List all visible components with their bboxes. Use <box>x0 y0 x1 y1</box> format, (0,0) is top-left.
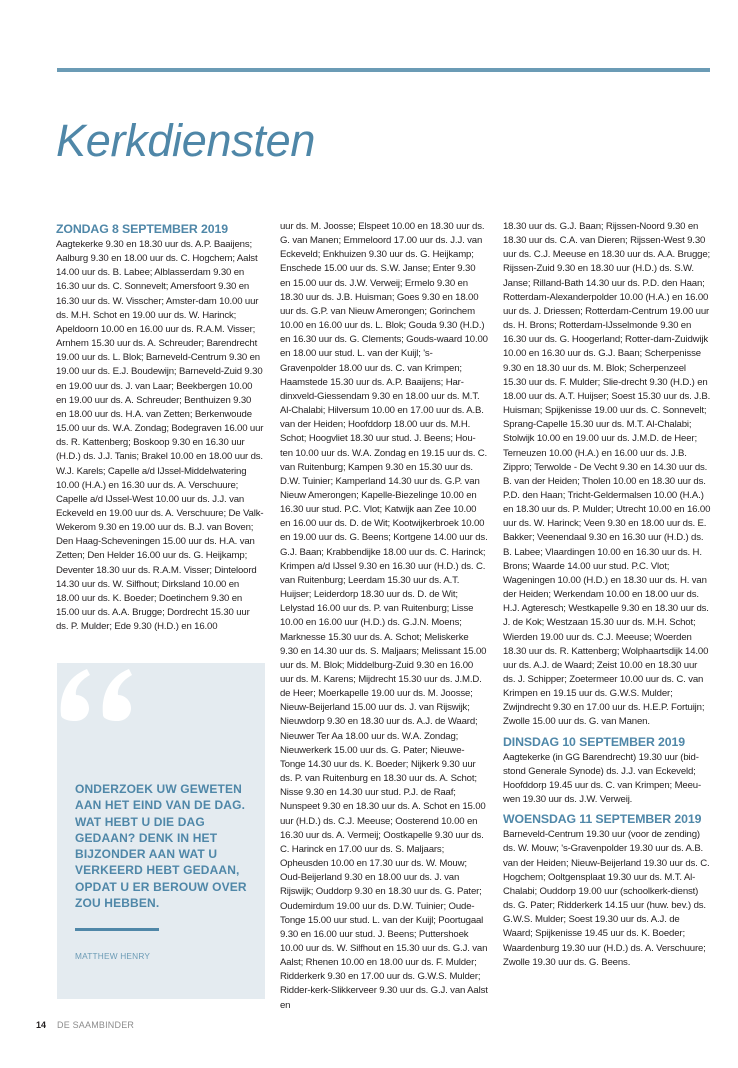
wednesday-services-text: Barneveld-Centrum 19.30 uur (voor de zending) ds. W. Mouw; 's-Gravenpolder 19.30 uur ds. A.B. van der Heiden; Nieuw-Beijerland 19.30 uur ds. C. Hogchem; Ooltgensplaat 19.30 uur ds. M.T. Al-Chalabi; Ouddorp 19.00 uur (schoolkerk-dienst) ds. G. Pater; Ridderkerk 14.15 uur (huw. bev.) ds. G.W.S. Mulder; Soest 19.30 uur ds. A.J. de Waard; Spijkenisse 19.45 uur ds. K. Boeder; Waardenburg 19.30 uur (H.D.) ds. A. Verschuure; Zwolle 19.30 uur ds. G. Beens. <box>503 829 710 968</box>
quotation-mark-icon <box>57 665 139 721</box>
top-divider <box>57 68 710 72</box>
column-1 <box>56 221 264 634</box>
quote-text: ONDERZOEK UW GEWETEN AAN HET EIND VAN DE DAG. WAT HEBT U DIE DAG GEDAAN? DENK IN HET BIJZONDER AAN WAT U VERKEERD HEBT GEDAAN, OPDAT U ER BEROUW OVER ZOU HEBBEN. <box>75 782 247 911</box>
column-2 <box>280 220 488 1013</box>
sunday-services-end: 18.30 uur ds. G.J. Baan; Rijssen-Noord 9.30 en 18.30 uur ds. C.A. van Dieren; Rijssen-West 9.30 uur ds. C.J. Meeuse en 18.30 uur ds. A.A. Brugge; Rijssen-Zuid 9.30 en 18.30 uur (H.D.) ds. S.W. Janse; Rilland-Bath 14.30 uur ds. P.D. den Haan; Rotterdam-Alexanderpolder 10.00 (H.A.) en 16.00 uur ds. J. Driessen; Rotterdam-Centrum 19.00 uur ds. H. Brons; Rotterdam-IJsselmonde 9.30 en 16.30 uur ds. G. Hoogerland; Rotter-dam-Zuidwijk 10.00 en 16.30 uur ds. G.J. Baan; Scherpenisse 9.30 en 18.30 uur ds. M. Blok; Scherpenzeel 15.30 uur ds. F. Mulder; Slie-drecht 9.30 (H.D.) en 18.00 uur ds. A.T. Huijser; Soest 15.30 uur ds. J.B. Huisman; Spijkenisse 19.00 uur ds. C. Sonnevelt; Sprang-Capelle 15.30 uur ds. M.T. Al-Chalabi; Stolwijk 10.00 en 19.00 uur ds. J.M.D. de Heer; Terneuzen 10.00 (H.A.) en 16.00 uur ds. J.B. Zippro; Terwolde - De Vecht 9.30 en 14.30 uur ds. B. van der Heiden; Tholen 10.00 en 18.30 uur ds. P.D. den Haan; Tricht-Geldermalsen 10.00 (H.A.) en 18.30 uur ds. P. Mulder; Utrecht 10.00 en 16.00 uur ds. W. Harinck; Veen 9.30 en 18.00 uur ds. E. Bakker; Veenendaal 9.30 en 16.30 uur (H.D.) ds. B. Labee; Vlaardingen 10.00 en 16.30 uur ds. H. Brons; Waarde 14.00 uur stud. P.C. Vlot; Wageningen 10.00 (H.D.) en 18.30 uur ds. H. van der Heiden; Werkendam 10.00 en 18.00 uur ds. H.J. Agteresch; Westkapelle 9.30 en 18.30 uur ds. J. de Kok; Westzaan 15.30 uur ds. M.H. Schot; Wierden 19.00 uur ds. C.J. Meeuse; Woerden 18.30 uur ds. R. Kattenberg; Wolphaartsdijk 14.00 uur ds. A.J. de Waard; Zeist 10.00 en 18.30 uur ds. J. Schipper; Zoetermeer 10.00 uur ds. C. van Krimpen en 19.15 uur ds. G.W.S. Mulder; Zwijndrecht 9.30 en 17.00 uur ds. H.E.P. Fortuijn; Zwolle 15.00 uur ds. G. van Manen. <box>503 221 711 728</box>
column-3 <box>503 220 711 970</box>
sunday-services-text: Aagtekerke 9.30 en 18.30 uur ds. A.P. Baaijens; Aalburg 9.30 en 18.00 uur ds. C. Hogchem; Aalst 14.00 uur ds. B. Labee; Alblasserdam 9.30 en 16.30 uur ds. C. Sonnevelt; Amersfoort 9.30 en 16.30 uur ds. W. Visscher; Amster-dam 10.00 uur ds. M.H. Schot en 19.00 uur ds. W. Harinck; Apeldoorn 10.00 en 16.00 uur ds. R.A.M. Visser; Arnhem 15.30 uur ds. A. Schreuder; Barendrecht 19.00 uur ds. L. Blok; Barneveld-Centrum 9.30 en 19.00 uur ds. E.J. Boudewijn; Barneveld-Zuid 9.30 en 19.00 uur ds. J. van Laar; Beekbergen 10.00 en 19.00 uur ds. A. Schreuder; Benthuizen 9.30 en 18.00 uur ds. H.A. van Zetten; Berkenwoude 15.00 uur ds. W.A. Zondag; Bodegraven 16.00 uur ds. R. Kattenberg; Boskoop 9.30 en 16.30 uur (H.D.) ds. J.J. Tanis; Brakel 10.00 en 18.00 uur ds. W.J. Karels; Capelle a/d IJssel-Middelwatering 10.00 (H.A.) en 16.30 uur ds. A. Verschuure; Capelle a/d IJssel-West 10.00 uur ds. J.J. van Eckeveld en 19.00 uur ds. A. Verschuure; De Valk-Wekerom 9.30 en 19.00 uur ds. B.J. van Boven; Den Haag-Scheveningen 15.00 uur ds. H.A. van Zetten; Den Helder 16.00 uur ds. G. Heijkamp; Deventer 18.30 uur ds. R.A.M. Visser; Dinteloord 14.30 uur ds. W. Silfhout; Dirksland 10.00 en 18.00 uur ds. K. Boeder; Doetinchem 9.30 en 15.00 uur ds. A.A. Brugge; Dordrecht 15.30 uur ds. P. Mulder; Ede 9.30 (H.D.) en 16.00 <box>56 239 264 633</box>
page-number: 14 <box>36 1020 47 1030</box>
quote-divider <box>75 928 159 931</box>
tuesday-services-text: Aagtekerke (in GG Barendrecht) 19.30 uur (bid-stond Generale Synode) ds. J.J. van Eckeveld; Hoofddorp 19.45 uur ds. C. van Krimpen; Meeu-wen 19.30 uur ds. J.W. Verweij. <box>503 751 702 806</box>
pull-quote <box>57 663 265 999</box>
quote-author: MATTHEW HENRY <box>75 951 151 961</box>
page-title: Kerkdiensten <box>56 115 316 166</box>
section-heading-wednesday: WOENSDAG 11 SEPTEMBER 2019 <box>503 812 702 827</box>
section-heading-sunday: ZONDAG 8 SEPTEMBER 2019 <box>56 222 228 236</box>
section-heading-tuesday: DINSDAG 10 SEPTEMBER 2019 <box>503 734 686 749</box>
publication-name: DE SAAMBINDER <box>57 1020 135 1030</box>
sunday-services-continued: uur ds. M. Joosse; Elspeet 10.00 en 18.30 uur ds. G. van Manen; Emmeloord 17.00 uur ds. J.J. van Eckeveld; Enkhuizen 9.30 uur ds. G. Heijkamp; Enschede 15.00 uur ds. S.W. Janse; Enter 9.30 en 15.00 uur ds. J.W. Verweij; Ermelo 9.30 en 18.30 uur ds. J.B. Huisman; Goes 9.30 en 18.00 uur ds. G.P. van Nieuw Amerongen; Gorinchem 10.00 en 16.00 uur ds. L. Blok; Gouda 9.30 (H.D.) en 16.30 uur ds. G. Clements; Gouds-waard 10.00 en 18.00 uur stud. L. van der Kuijl; 's-Gravenpolder 18.00 uur ds. C. van Krimpen; Haamstede 15.30 uur ds. A.P. Baaijens; Har-dinxveld-Giessendam 9.30 en 18.00 uur ds. M.T. Al-Chalabi; Hilversum 10.00 en 17.00 uur ds. A.B. van der Heiden; Hoofddorp 18.00 uur ds. M.H. Schot; Hoogvliet 18.30 uur stud. J. Beens; Hou-ten 10.00 uur ds. W.A. Zondag en 19.15 uur ds. C. van Ruitenburg; Kampen 9.30 en 15.30 uur ds. D.W. Tuinier; Kamperland 14.30 uur ds. G.P. van Nieuw Amerongen; Kapelle-Biezelinge 10.00 en 16.30 uur stud. P.C. Vlot; Katwijk aan Zee 10.00 en 16.00 uur ds. D. de Wit; Kootwijkerbroek 10.00 en 19.00 uur ds. G. Beens; Kortgene 14.00 uur ds. G.J. Baan; Krabbendijke 18.00 uur ds. C. Harinck; Krimpen a/d IJssel 9.30 en 16.30 uur (H.D.) ds. C. van Ruitenburg; Leerdam 15.30 uur ds. A.T. Huijser; Leiderdorp 18.30 uur ds. D. de Wit; Lelystad 16.00 uur ds. P. van Ruitenburg; Lisse 10.00 en 16.00 uur (H.D.) ds. G.J.N. Moens; Marknesse 15.30 uur ds. A. Schot; Meliskerke 9.30 en 14.30 uur ds. S. Maljaars; Melissant 15.00 uur ds. M. Blok; Middelburg-Zuid 9.30 en 16.00 uur ds. M. Karens; Mijdrecht 15.30 uur ds. J.M.D. de Heer; Moerkapelle 19.00 uur ds. M. Joosse; Nieuw-Beijerland 15.00 uur ds. J. van Rijswijk; Nieuwdorp 9.30 en 18.30 uur ds. A.J. de Waard; Nieuwer Ter Aa 18.00 uur ds. W.A. Zondag; Nieuwerkerk 15.00 uur ds. G. Pater; Nieuwe-Tonge 14.30 uur ds. K. Boeder; Nijkerk 9.30 uur ds. P. van Ruitenburg en 18.30 uur ds. A. Schot; Nisse 9.30 en 14.30 uur stud. P.J. de Raaf; Nunspeet 9.30 en 18.30 uur ds. A. Schot en 15.00 uur (H.D.) ds. C.J. Meeuse; Oosterend 10.00 en 16.30 uur ds. A. Vermeij; Oostkapelle 9.30 uur ds. C. Harinck en 17.00 uur ds. S. Maljaars; Opheusden 10.00 en 17.30 uur ds. W. Mouw; Oud-Beijerland 9.30 en 18.00 uur ds. J. van Rijswijk; Ouddorp 9.30 en 18.30 uur ds. G. Pater; Oudemirdum 19.00 uur ds. D.W. Tuinier; Oude-Tonge 15.00 uur stud. L. van der Kuijl; Poortugaal 9.30 en 16.00 uur stud. J. Beens; Puttershoek 10.00 uur ds. W. Silfhout en 15.30 uur ds. G.J. van Aalst; Rhenen 10.00 en 18.00 uur ds. F. Mulder; Ridderkerk 9.30 en 17.00 uur ds. G.W.S. Mulder; Ridder-kerk-Slikkerveer 9.30 uur ds. G.J. van Aalst en <box>280 221 488 1011</box>
